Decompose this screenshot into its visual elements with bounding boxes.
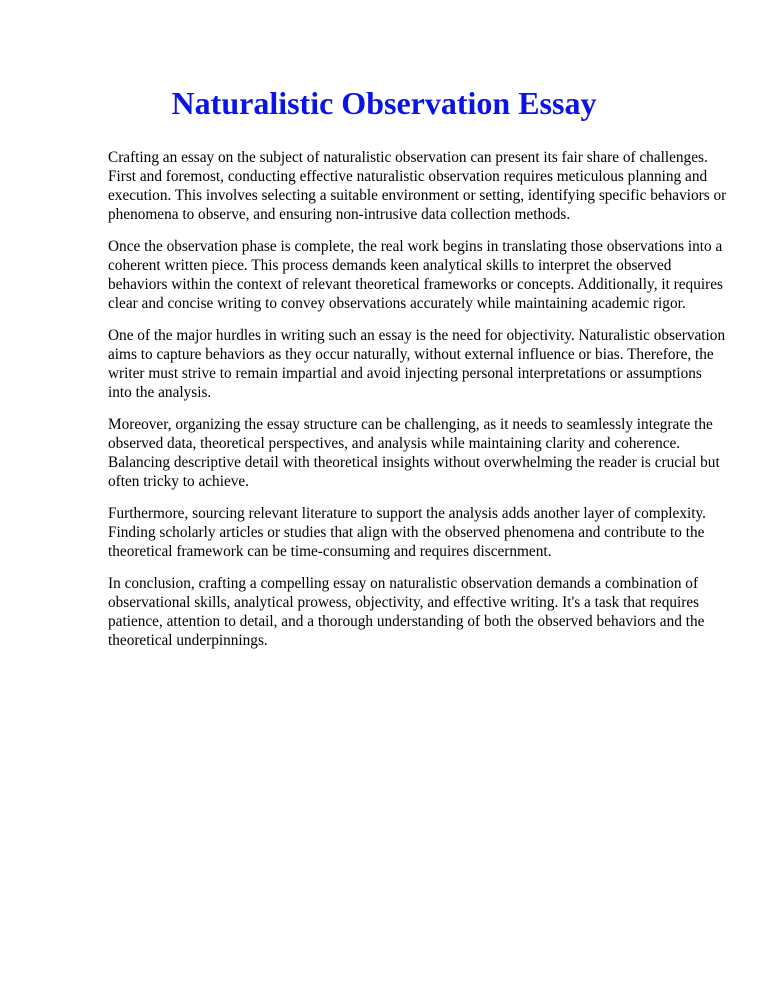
document-body xyxy=(108,148,728,663)
paragraph-1: Crafting an essay on the subject of naturalistic observation can present its fair share of challenges. First and foremost, conducting effective naturalistic observation requires meticulous planning and execution. This involves selecting a suitable environment or setting, identifying specific behaviors or phenomena to observe, and ensuring non-intrusive data collection methods. xyxy=(108,149,727,223)
paragraph-5: Furthermore, sourcing relevant literature to support the analysis adds another layer of complexity. Finding scholarly articles or studies that align with the observed phenomena and contribute to the theoretical framework can be time-consuming and requires discernment. xyxy=(108,505,706,560)
document-title: Naturalistic Observation Essay xyxy=(171,85,597,121)
paragraph-3: One of the major hurdles in writing such an essay is the need for objectivity. Naturalistic observation aims to capture behaviors as they occur naturally, without external influence or bias. Therefore, the writer must strive to remain impartial and avoid injecting personal interpretations or assumptions into the analysis. xyxy=(108,327,726,401)
paragraph-2: Once the observation phase is complete, the real work begins in translating those observations into a coherent written piece. This process demands keen analytical skills to interpret the observed behaviors within the context of relevant theoretical frameworks or concepts. Additionally, it requires clear and concise writing to convey observations accurately while maintaining academic rigor. xyxy=(108,238,723,312)
paragraph-4: Moreover, organizing the essay structure can be challenging, as it needs to seamlessly integrate the observed data, theoretical perspectives, and analysis while maintaining clarity and coherence. Balancing descriptive detail with theoretical insights without overwhelming the reader is crucial but often tricky to achieve. xyxy=(108,416,720,490)
paragraph-6: In conclusion, crafting a compelling essay on naturalistic observation demands a combination of observational skills, analytical prowess, objectivity, and effective writing. It's a task that requires patience, attention to detail, and a thorough understanding of both the observed behaviors and the theoretical underpinnings. xyxy=(108,575,705,649)
